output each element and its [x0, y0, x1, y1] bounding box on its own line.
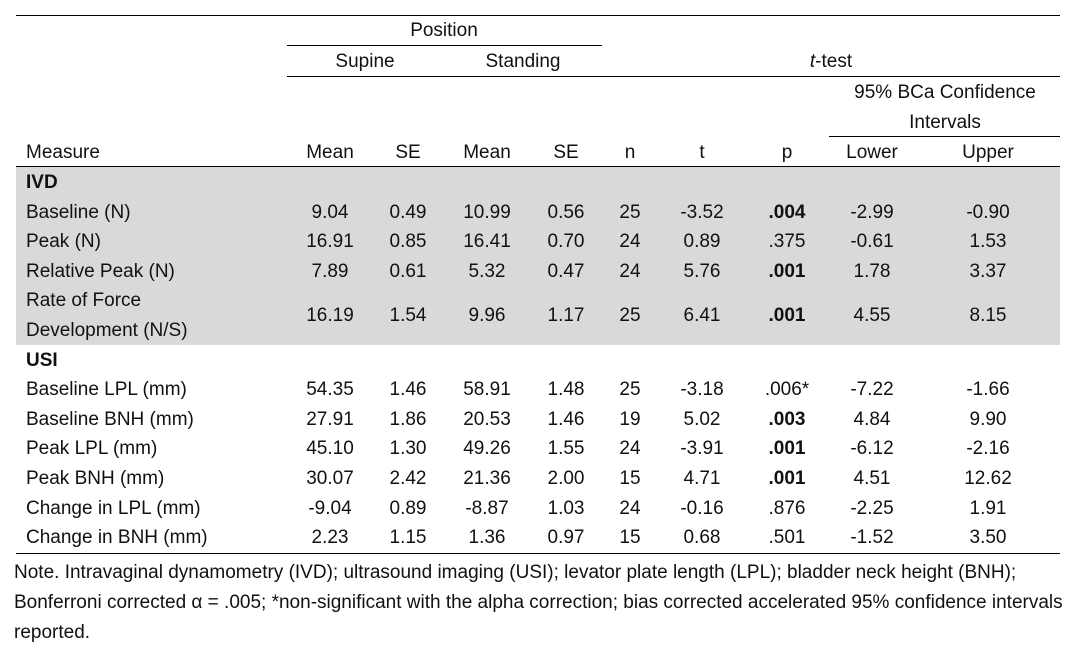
cell-upper: 1.53: [969, 231, 1007, 253]
col-header-mean1: Mean: [306, 142, 354, 163]
cell-mean1: 16.19: [306, 305, 354, 327]
cell-se1: 2.42: [389, 468, 427, 489]
cell-n: 15: [619, 527, 641, 549]
cell-se2: 1.55: [547, 438, 585, 460]
cell-mean2: 9.96: [468, 305, 506, 327]
ttest-italic: t: [809, 51, 816, 72]
cell-se1: 1.54: [389, 305, 427, 327]
cell-mean1: 9.04: [311, 201, 349, 223]
cell-n: 25: [619, 201, 641, 223]
supine-header: Supine: [335, 51, 395, 72]
cell-se2: 1.46: [547, 408, 585, 430]
cell-n: 24: [619, 231, 641, 253]
cell-p: .001: [768, 305, 806, 327]
cell-mean2: 21.36: [463, 468, 511, 489]
cell-mean1: 54.35: [306, 379, 354, 401]
standing-header: Standing: [485, 51, 561, 72]
col-header-n: n: [624, 142, 636, 163]
col-header-upper: Upper: [962, 142, 1014, 163]
cell-lower: -7.22: [850, 379, 894, 401]
cell-mean2: -8.87: [465, 497, 509, 519]
cell-lower: 1.78: [853, 260, 891, 282]
ci-rule: [829, 136, 1060, 137]
col-header-mean2: Mean: [463, 142, 511, 163]
cell-t: 5.02: [683, 408, 721, 430]
measure-cell: Baseline BNH (mm): [26, 408, 194, 430]
cell-lower: -2.99: [850, 201, 894, 223]
cell-p: .375: [768, 231, 806, 253]
cell-lower: 4.55: [853, 305, 891, 327]
cell-t: -3.18: [680, 379, 724, 401]
cell-upper: 1.91: [969, 497, 1007, 519]
cell-p: .006*: [764, 379, 810, 401]
ivd-shading: [16, 167, 1060, 345]
bottom-rule: [16, 553, 1060, 554]
cell-se1: 1.46: [389, 379, 427, 401]
cell-upper: -2.16: [966, 438, 1010, 460]
position-header: Position: [410, 20, 478, 41]
cell-p: .001: [768, 468, 806, 489]
cell-p: .004: [768, 201, 806, 223]
cell-upper: 12.62: [964, 468, 1012, 489]
cell-p: .501: [768, 527, 806, 549]
cell-se2: 0.47: [547, 260, 585, 282]
cell-mean2: 20.53: [463, 408, 511, 430]
cell-mean2: 1.36: [468, 527, 506, 549]
cell-lower: 4.51: [853, 468, 891, 489]
cell-mean2: 5.32: [468, 260, 506, 282]
cell-upper: 9.90: [969, 408, 1007, 430]
cell-se1: 0.49: [389, 201, 427, 223]
cell-mean1: 27.91: [306, 408, 354, 430]
measure-cell: Baseline LPL (mm): [26, 379, 187, 401]
col-header-se1: SE: [395, 142, 421, 163]
measure-cell: Peak BNH (mm): [26, 468, 165, 489]
cell-n: 15: [619, 468, 641, 489]
measure-cell-line2: Development (N/S): [26, 320, 188, 341]
position-rule: [287, 45, 602, 46]
cell-p: .001: [768, 260, 806, 282]
section-title: IVD: [26, 172, 58, 193]
col-header-measure: Measure: [26, 142, 100, 163]
cell-n: 25: [619, 379, 641, 401]
cell-p: .001: [768, 438, 806, 460]
measure-cell: Peak LPL (mm): [26, 438, 158, 460]
measure-cell: Change in BNH (mm): [26, 527, 208, 549]
cell-upper: -0.90: [966, 201, 1010, 223]
cell-n: 24: [619, 260, 641, 282]
cell-p: .003: [768, 408, 806, 430]
cell-se2: 1.17: [547, 305, 585, 327]
cell-lower: -0.61: [850, 231, 894, 253]
measure-cell: Change in LPL (mm): [26, 497, 201, 519]
cell-se1: 0.89: [389, 497, 427, 519]
cell-lower: -6.12: [850, 438, 894, 460]
cell-se2: 1.48: [547, 379, 585, 401]
supine-standing-rule: [287, 76, 1060, 77]
cell-mean1: 2.23: [311, 527, 349, 549]
cell-mean1: 45.10: [306, 438, 354, 460]
cell-mean1: 30.07: [306, 468, 354, 489]
ttest-header: [810, 51, 852, 73]
cell-t: 5.76: [683, 260, 721, 282]
section-title: USI: [26, 349, 58, 371]
cell-mean1: 7.89: [311, 260, 349, 282]
cell-mean2: 58.91: [463, 379, 511, 401]
col-header-p: p: [781, 142, 793, 163]
cell-t: -3.52: [680, 201, 724, 223]
cell-upper: 8.15: [969, 305, 1007, 327]
cell-mean2: 10.99: [463, 201, 511, 223]
cell-t: 6.41: [683, 305, 721, 327]
col-header-lower: Lower: [846, 142, 898, 163]
cell-mean2: 49.26: [463, 438, 511, 460]
cell-t: 0.68: [683, 527, 721, 549]
cell-se2: 0.70: [547, 231, 585, 253]
cell-upper: 3.50: [969, 527, 1007, 549]
cell-upper: -1.66: [966, 379, 1010, 401]
measure-cell-line1: Rate of Force: [26, 290, 142, 312]
cell-se1: 0.61: [389, 260, 427, 282]
cell-n: 19: [619, 408, 641, 430]
cell-t: -3.91: [680, 438, 724, 460]
table-note: Note. Intravaginal dynamometry (IVD); ultrasound imaging (USI); levator plate length (LPL); bladder neck height (BNH); Bonferroni corrected α = .005; *non-significant with the alpha correction; bias corrected accelerated 95% confidence intervals reported.: [14, 562, 1063, 643]
col-header-t: t: [699, 142, 705, 163]
col-header-se2: SE: [553, 142, 579, 163]
measure-cell: Baseline (N): [26, 201, 131, 223]
ci-header-line1: 95% BCa Confidence: [854, 82, 1036, 103]
cell-t: -0.16: [680, 497, 724, 519]
cell-se1: 0.85: [389, 231, 427, 253]
cell-t: 4.71: [683, 468, 721, 489]
cell-n: 25: [619, 305, 641, 327]
cell-se1: 1.30: [389, 438, 427, 460]
cell-se2: 0.56: [547, 201, 585, 223]
header-bottom-rule: [16, 166, 1060, 167]
cell-upper: 3.37: [969, 260, 1007, 282]
cell-se2: 2.00: [547, 468, 585, 489]
cell-t: 0.89: [683, 231, 721, 253]
cell-se2: 1.03: [547, 497, 585, 519]
cell-lower: -1.52: [850, 527, 894, 549]
measure-cell: Peak (N): [26, 231, 101, 253]
cell-mean2: 16.41: [463, 231, 511, 253]
cell-p: .876: [768, 497, 806, 519]
cell-n: 24: [619, 497, 641, 519]
cell-n: 24: [619, 438, 641, 460]
measure-cell: Relative Peak (N): [26, 260, 175, 282]
cell-lower: -2.25: [850, 497, 894, 519]
cell-mean1: 16.91: [306, 231, 354, 253]
ci-header-line2: Intervals: [909, 112, 981, 133]
top-rule: [16, 15, 1060, 16]
cell-se1: 1.86: [389, 408, 427, 430]
ttest-rest: -test: [815, 51, 853, 72]
cell-lower: 4.84: [853, 408, 891, 430]
cell-se2: 0.97: [547, 527, 585, 549]
cell-mean1: -9.04: [308, 497, 352, 519]
cell-se1: 1.15: [389, 527, 427, 549]
